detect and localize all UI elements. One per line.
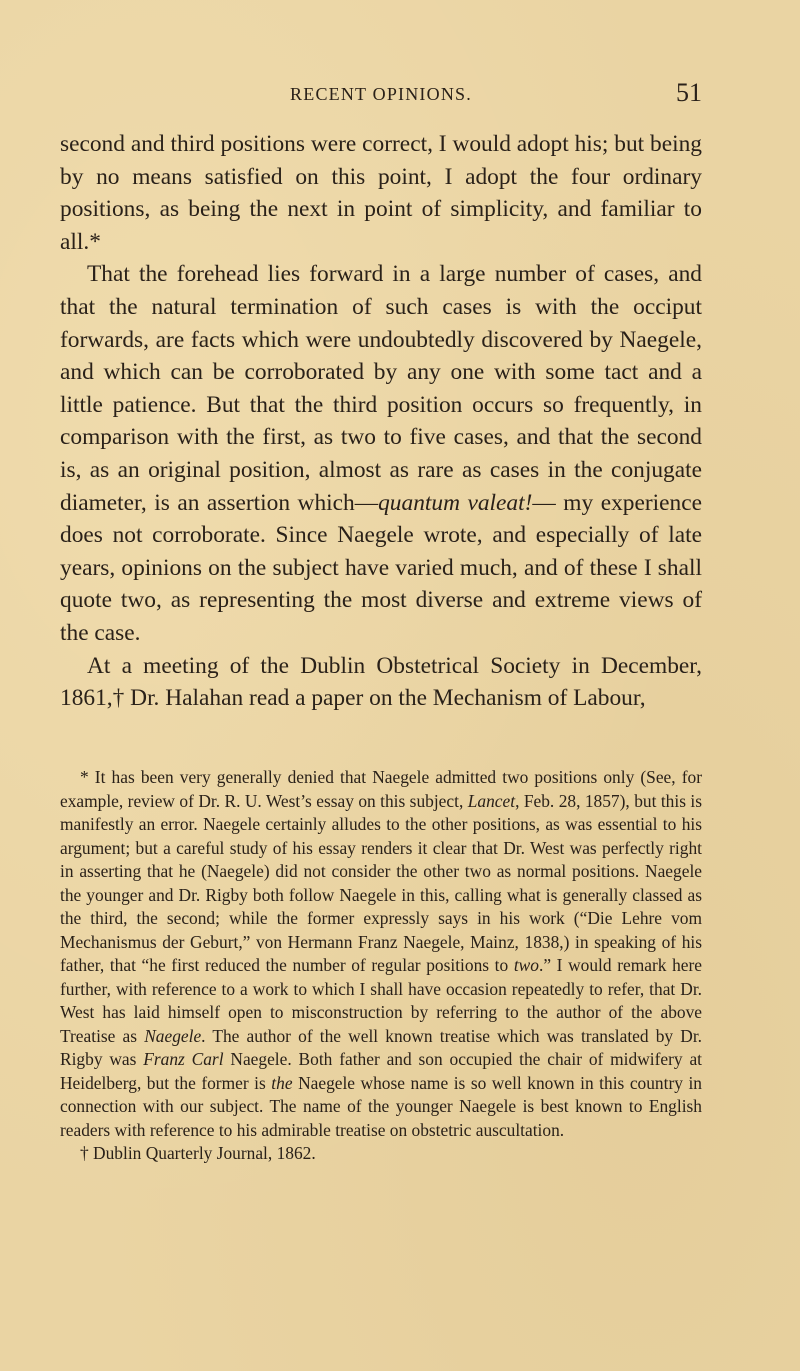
paragraph-1: second and third positions were correct, I would adopt his; but being by no means satisfied on this point, I adopt the four ordinary positions, as being the next in point of simplicity, and familiar to all.*: [60, 131, 702, 255]
footnote-dagger-marker: †: [80, 1143, 89, 1163]
naegele-italic: Naegele: [144, 1025, 202, 1046]
footnote-star-text-2: , Feb. 28, 1857), but this is manifestly an error. Naegele certainly alludes to the other positions, as was essential to his argument; but a careful study of his essay renders it clear that Dr. West was perfectly right in asserting that he (Naegele) did not consider the other two as normal positions. Naegele the younger and Dr. Rigby both follow Naegele in this, calling what is generally classed as the third, the second; while the former expressly says in his work (“Die Lehre vom Mechanismus der Geburt,” von Hermann Franz Naegele, Mainz, 1838,) in speaking of his father, that “he first reduced the number of regular positions to: [60, 790, 702, 975]
paragraph-2-text-b: — my experience does not corroborate. Since Naegele wrote, and especially of late years, opinions on the subject have varied much, and of these I shall quote two, as representing the most diverse and extreme views of the case.: [60, 489, 702, 646]
paragraph-3: At a meeting of the Dublin Obstetrical Society in December, 1861,† Dr. Halahan read a paper on the Mechanism of Labour,: [60, 652, 702, 712]
paragraph-2-text-a: That the forehead lies forward in a large number of cases, and that the natural termination of such cases is with the occiput forwards, are facts which were undoubtedly discovered by Naegele, and which can be corroborated by any one with some tact and a little patience. But that the third position occurs so frequently, in comparison with the first, as two to five cases, and that the second is, as an original position, almost as rare as cases in the conjugate diameter, is an assertion which—: [60, 261, 702, 516]
footnote-star-text-6: Naegele whose name is so well known in this country in connection with our subject. The name of the younger Naegele is best known to English readers with reference to his admirable treatise on obstetric auscultation.: [60, 1072, 702, 1140]
page-number: 51: [676, 78, 702, 107]
footnote-star-text-4: . The author of the well known treatise which was translated by Dr. Rigby was: [60, 1025, 702, 1069]
footnotes: [60, 766, 702, 1166]
running-title: RECENT OPINIONS.: [290, 84, 472, 104]
two-italic: two: [513, 955, 539, 975]
footnote-dagger: [60, 1142, 702, 1166]
footnote-star: [60, 766, 702, 1142]
lancet-italic: Lancet: [467, 790, 516, 811]
the-italic: the: [271, 1072, 293, 1093]
running-head: [60, 78, 702, 108]
franz-carl-italic: Franz Carl: [143, 1049, 224, 1069]
footnote-star-text-5: Naegele. Both father and son occupied the chair of midwifery at Heidelberg, but the former is: [60, 1049, 702, 1093]
body-text: [60, 128, 702, 715]
footnote-star-marker: *: [80, 767, 89, 787]
paragraph-2: [60, 258, 702, 649]
footnote-dagger-text: Dublin Quarterly Journal, 1862.: [88, 1143, 316, 1163]
footnote-star-text-3: .” I would remark here further, with reference to a work to which I shall have occasion repeatedly to refer, that Dr. West has laid himself open to misconstruction by referring to the author of the above Treatise as: [60, 955, 702, 1046]
footnote-star-text-1: It has been very generally denied that Naegele admitted two positions only (See, for example, review of Dr. R. U. West’s essay on this subject,: [60, 767, 702, 811]
quantum-valeat-italic: quantum valeat!: [378, 489, 533, 516]
